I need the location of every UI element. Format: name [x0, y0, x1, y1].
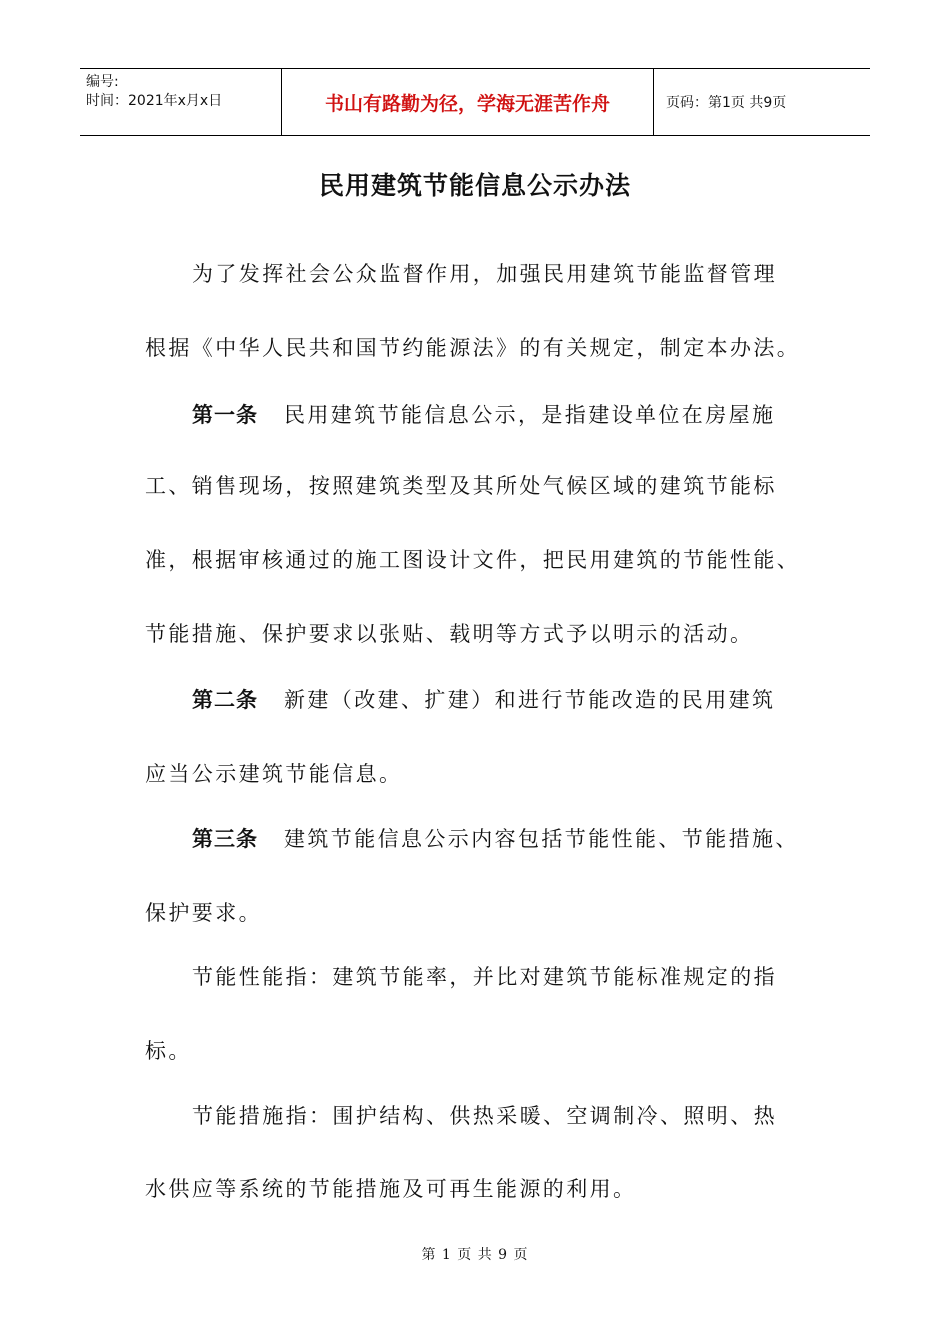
article-line: 第一条 民用建筑节能信息公示，是指建设单位在房屋施 — [192, 403, 776, 427]
body-line: 应当公示建筑节能信息。 — [145, 762, 403, 786]
header-left-cell — [80, 69, 282, 135]
body-line: 节能措施指：围护结构、供热采暖、空调制冷、照明、热 — [192, 1104, 777, 1128]
article-label: 第三条 — [192, 827, 258, 851]
body-line: 节能性能指：建筑节能率，并比对建筑节能标准规定的指 — [192, 965, 777, 989]
header-table — [80, 68, 870, 136]
article-label: 第二条 — [192, 688, 258, 712]
body-line: 节能措施、保护要求以张贴、载明等方式予以明示的活动。 — [145, 622, 754, 646]
document-title: 民用建筑节能信息公示办法 — [318, 171, 631, 200]
page-footer: 第 1 页 共 9 页 — [421, 1247, 529, 1263]
body-line: 准，根据审核通过的施工图设计文件，把民用建筑的节能性能、 — [145, 548, 801, 572]
body-line: 工、销售现场，按照建筑类型及其所处气候区域的建筑节能标 — [145, 474, 777, 498]
time-label: 时间：2021年x月x日 — [86, 93, 223, 109]
body-line: 标。 — [145, 1039, 192, 1063]
article-line: 第二条 新建（改建、扩建）和进行节能改造的民用建筑 — [192, 688, 776, 712]
article-label: 第一条 — [192, 403, 258, 427]
motto: 书山有路勤为径，学海无涯苦作舟 — [282, 69, 654, 135]
article-line: 第三条 建筑节能信息公示内容包括节能性能、节能措施、 — [192, 827, 799, 851]
body-line: 根据《中华人民共和国节约能源法》的有关规定，制定本办法。 — [145, 336, 801, 360]
page-info: 页码：第1页 共9页 — [666, 95, 787, 111]
body-line: 为了发挥社会公众监督作用，加强民用建筑节能监督管理 — [192, 262, 777, 286]
body-line: 水供应等系统的节能措施及可再生能源的利用。 — [145, 1177, 637, 1201]
number-label: 编号: — [86, 74, 119, 90]
body-line: 保护要求。 — [145, 901, 262, 925]
